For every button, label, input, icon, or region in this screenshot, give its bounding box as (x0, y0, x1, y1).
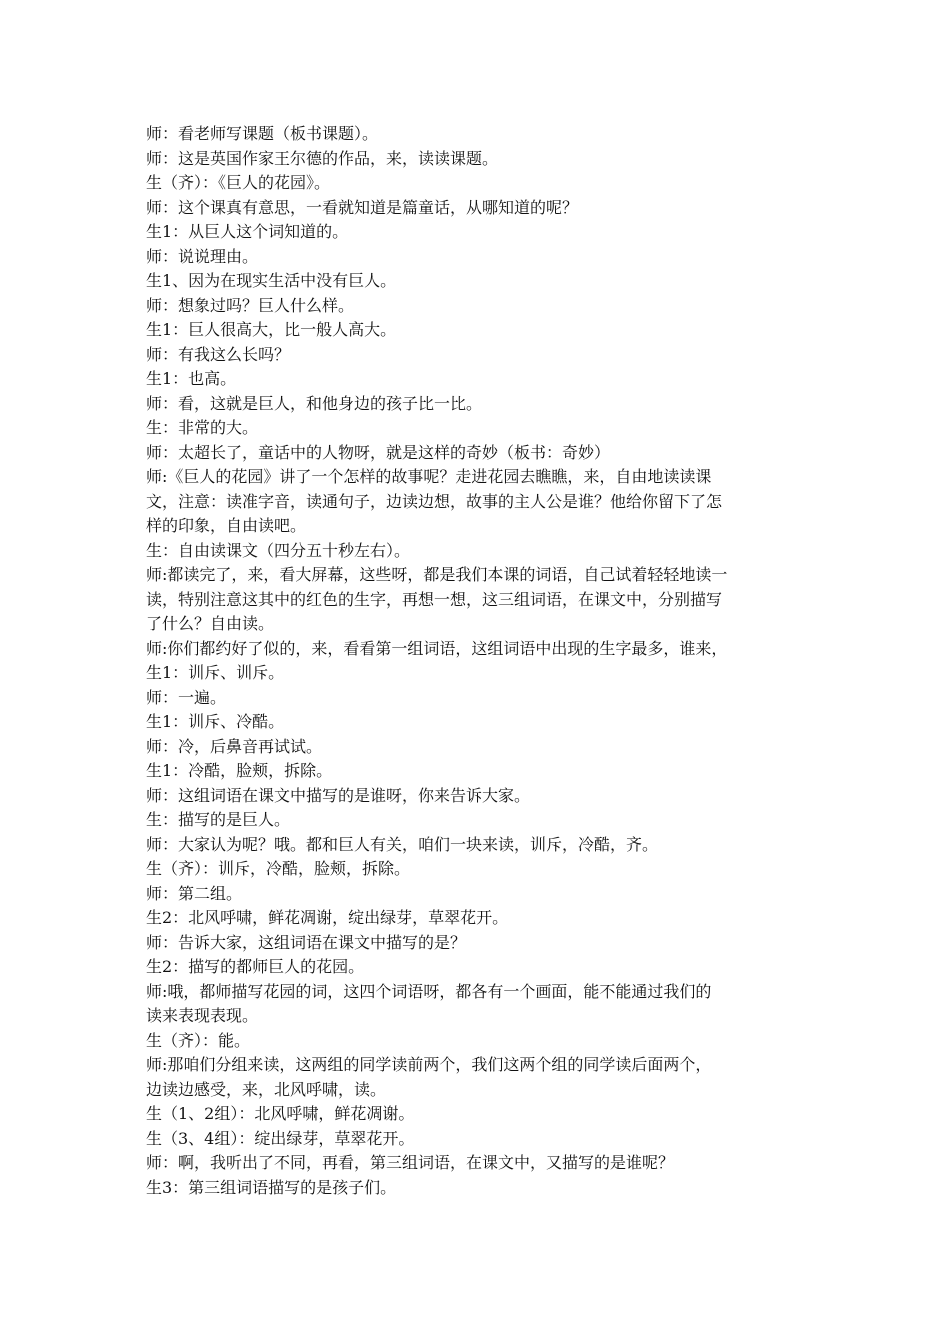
text-line: 生（齐）：训斥，冷酷，脸颊，拆除。 (146, 859, 411, 878)
text-line: 生：描写的是巨人。 (146, 810, 291, 829)
text-line: 生2：北风呼啸，鲜花凋谢，绽出绿芽，草翠花开。 (146, 908, 509, 927)
text-line: 师：一遍。 (146, 687, 227, 707)
text-line: 师：太超长了，童话中的人物呀，就是这样的奇妙（板书：奇妙） (146, 442, 611, 462)
text-line: 样的印象，自由读吧。 (146, 516, 307, 535)
text-line: 师：冷，后鼻音再试试。 (146, 736, 323, 756)
text-line: 生1、因为在现实生活中没有巨人。 (146, 271, 397, 290)
text-line: 生（齐）：能。 (146, 1030, 251, 1050)
text-line: 师：想象过吗？巨人什么样。 (146, 295, 355, 315)
text-line: 师：啊，我听出了不同，再看，第三组词语，在课文中，又描写的是谁呢？ (146, 1153, 675, 1172)
text-line: 师：这是英国作家王尔德的作品，来，读读课题。 (146, 148, 499, 168)
text-line: 师：有我这么长吗？ (146, 344, 291, 364)
text-line: 生1：也高。 (146, 369, 237, 388)
text-line: 生：自由读课文（四分五十秒左右）。 (146, 540, 411, 560)
text-line: 师:《巨人的花园》讲了一个怎样的故事呢？走进花园去瞧瞧，来，自由地读读课 (146, 467, 712, 486)
text-line: 生（齐）：《巨人的花园》。 (146, 173, 331, 192)
text-line: 生3：第三组词语描写的是孩子们。 (146, 1177, 397, 1197)
text-line: 师：这个课真有意思，一看就知道是篇童话，从哪知道的呢？ (146, 197, 579, 217)
text-line: 师:哦，都师描写花园的词，这四个词语呀，都各有一个画面，能不能通过我们的 (146, 981, 712, 1001)
text-line: 生1：从巨人这个词知道的。 (146, 222, 349, 241)
transcript-body (146, 122, 808, 1200)
text-line: 师：这组词语在课文中描写的是谁呀，你来告诉大家。 (146, 785, 531, 805)
text-line: 生（1、2组）：北风呼啸，鲜花凋谢。 (146, 1104, 415, 1123)
text-line: 读来表现表现。 (146, 1006, 259, 1025)
text-line: 生1：巨人很高大，比一般人高大。 (146, 320, 397, 339)
text-line: 师：第二组。 (146, 883, 243, 903)
text-line: 师：看，这就是巨人，和他身边的孩子比一比。 (146, 393, 483, 413)
text-line: 师：大家认为呢？哦。都和巨人有关，咱们一块来读，训斥，冷酷，齐。 (146, 834, 659, 854)
text-line: 生：非常的大。 (146, 418, 259, 437)
text-line: 师：告诉大家，这组词语在课文中描写的是？ (146, 932, 467, 952)
text-line: 师:你们都约好了似的，来，看看第一组词语，这组词语中出现的生字最多，谁来， (146, 638, 728, 658)
text-line: 生1：训斥、冷酷。 (146, 712, 285, 731)
text-line: 生2：描写的都师巨人的花园。 (146, 957, 365, 976)
text-line: 师：看老师写课题（板书课题）。 (146, 124, 379, 143)
text-line: 师：说说理由。 (146, 246, 259, 266)
text-line: 师:那咱们分组来读，这两组的同学读前两个，我们这两个组的同学读后面两个， (146, 1055, 712, 1074)
text-line: 了什么？自由读。 (146, 614, 275, 633)
text-line: 生1：训斥、训斥。 (146, 663, 285, 682)
text-line: 师:都读完了，来，看大屏幕，这些呀，都是我们本课的词语，自己试着轻轻地读一 (146, 565, 728, 584)
text-line: 文，注意：读准字音，读通句子，边读边想，故事的主人公是谁？他给你留下了怎 (146, 491, 723, 511)
text-line: 生1：冷酷，脸颊，拆除。 (146, 761, 333, 780)
text-line: 读，特别注意这其中的红色的生字，再想一想，这三组词语，在课文中，分别描写 (146, 589, 723, 609)
text-line: 生（3、4组）：绽出绿芽，草翠花开。 (146, 1128, 415, 1148)
text-line: 边读边感受，来，北风呼啸，读。 (146, 1079, 387, 1099)
